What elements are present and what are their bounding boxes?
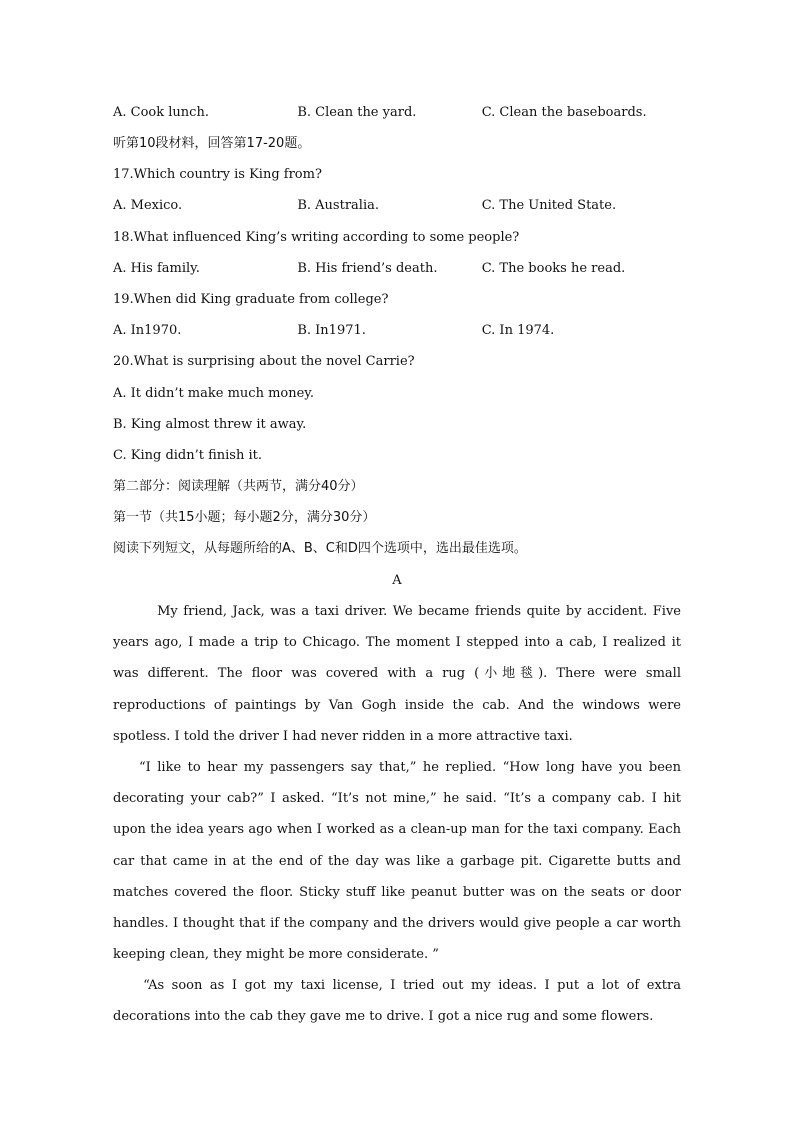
q19-option-a: A. In1970.	[113, 323, 182, 338]
passage-paragraph-3: “As soon as I got my taxi license, I tried out my ideas. I put a lot of extra decorations into the cab they gave me to drive. I got a nice rug and some flowers.	[113, 978, 686, 1025]
q18-option-c: C. The books he read.	[481, 261, 626, 276]
q19-options	[113, 323, 681, 339]
passage-paragraph-2: “I like to hear my passengers say that,” he replied. “How long have you been decorating your cab?” I asked. “It’s not mine,” he said. “It’s a company cab. I hit upon the idea years ago when I worked as a clean-up man for the taxi company. Each car that came in at the end of the day was like a garbage pit. Cigarette butts and matches covered the floor. Sticky stuff like peanut butter was on the seats or door handles. I thought that if the company and the drivers would give people a car worth keeping clean, they might be more considerate. ”	[113, 760, 686, 963]
q18-option-a: A. His family.	[113, 261, 200, 276]
passage-label: A	[392, 573, 402, 588]
q18-option-b: B. His friend’s death.	[297, 261, 438, 276]
q17-option-c: C. The United State.	[481, 198, 617, 213]
q18-stem: 18.What influenced King’s writing according to some people?	[113, 230, 520, 245]
q19-option-b: B. In1971.	[297, 323, 366, 338]
q20-option-b: B. King almost threw it away.	[113, 417, 307, 432]
part2-title: 第二部分：阅读理解（共两节，满分40分）	[113, 479, 364, 494]
q17-option-b: B. Australia.	[297, 198, 379, 213]
q19-stem: 19.When did King graduate from college?	[113, 292, 389, 307]
q16-options	[113, 105, 681, 121]
q16-option-b: B. Clean the yard.	[297, 105, 417, 120]
q16-option-c: C. Clean the baseboards.	[481, 105, 647, 120]
q17-options	[113, 198, 681, 214]
section10-instruction: 听第10段材料，回答第17-20题。	[113, 136, 311, 151]
q17-stem: 17.Which country is King from?	[113, 167, 322, 182]
q18-options	[113, 261, 681, 277]
q20-option-c: C. King didn’t finish it.	[113, 448, 262, 463]
section1-title: 第一节（共15小题；每小题2分，满分30分）	[113, 510, 376, 525]
passage-paragraph-1: My friend, Jack, was a taxi driver. We became friends quite by accident. Five years ago, I made a trip to Chicago. The moment I stepped into a cab, I realized it was different. The floor was covered with a rug (小地毯). There were small reproductions of paintings by Van Gogh inside the cab. And the windows were spotless. I told the driver I had never ridden in a more attractive taxi.	[113, 604, 686, 744]
reading-instruction: 阅读下列短文，从每题所给的A、B、C和D四个选项中，选出最佳选项。	[113, 541, 527, 556]
q16-option-a: A. Cook lunch.	[113, 105, 209, 120]
q19-option-c: C. In 1974.	[481, 323, 555, 338]
q20-option-a: A. It didn’t make much money.	[113, 386, 315, 401]
q20-stem: 20.What is surprising about the novel Carrie?	[113, 354, 415, 369]
q17-option-a: A. Mexico.	[113, 198, 183, 213]
